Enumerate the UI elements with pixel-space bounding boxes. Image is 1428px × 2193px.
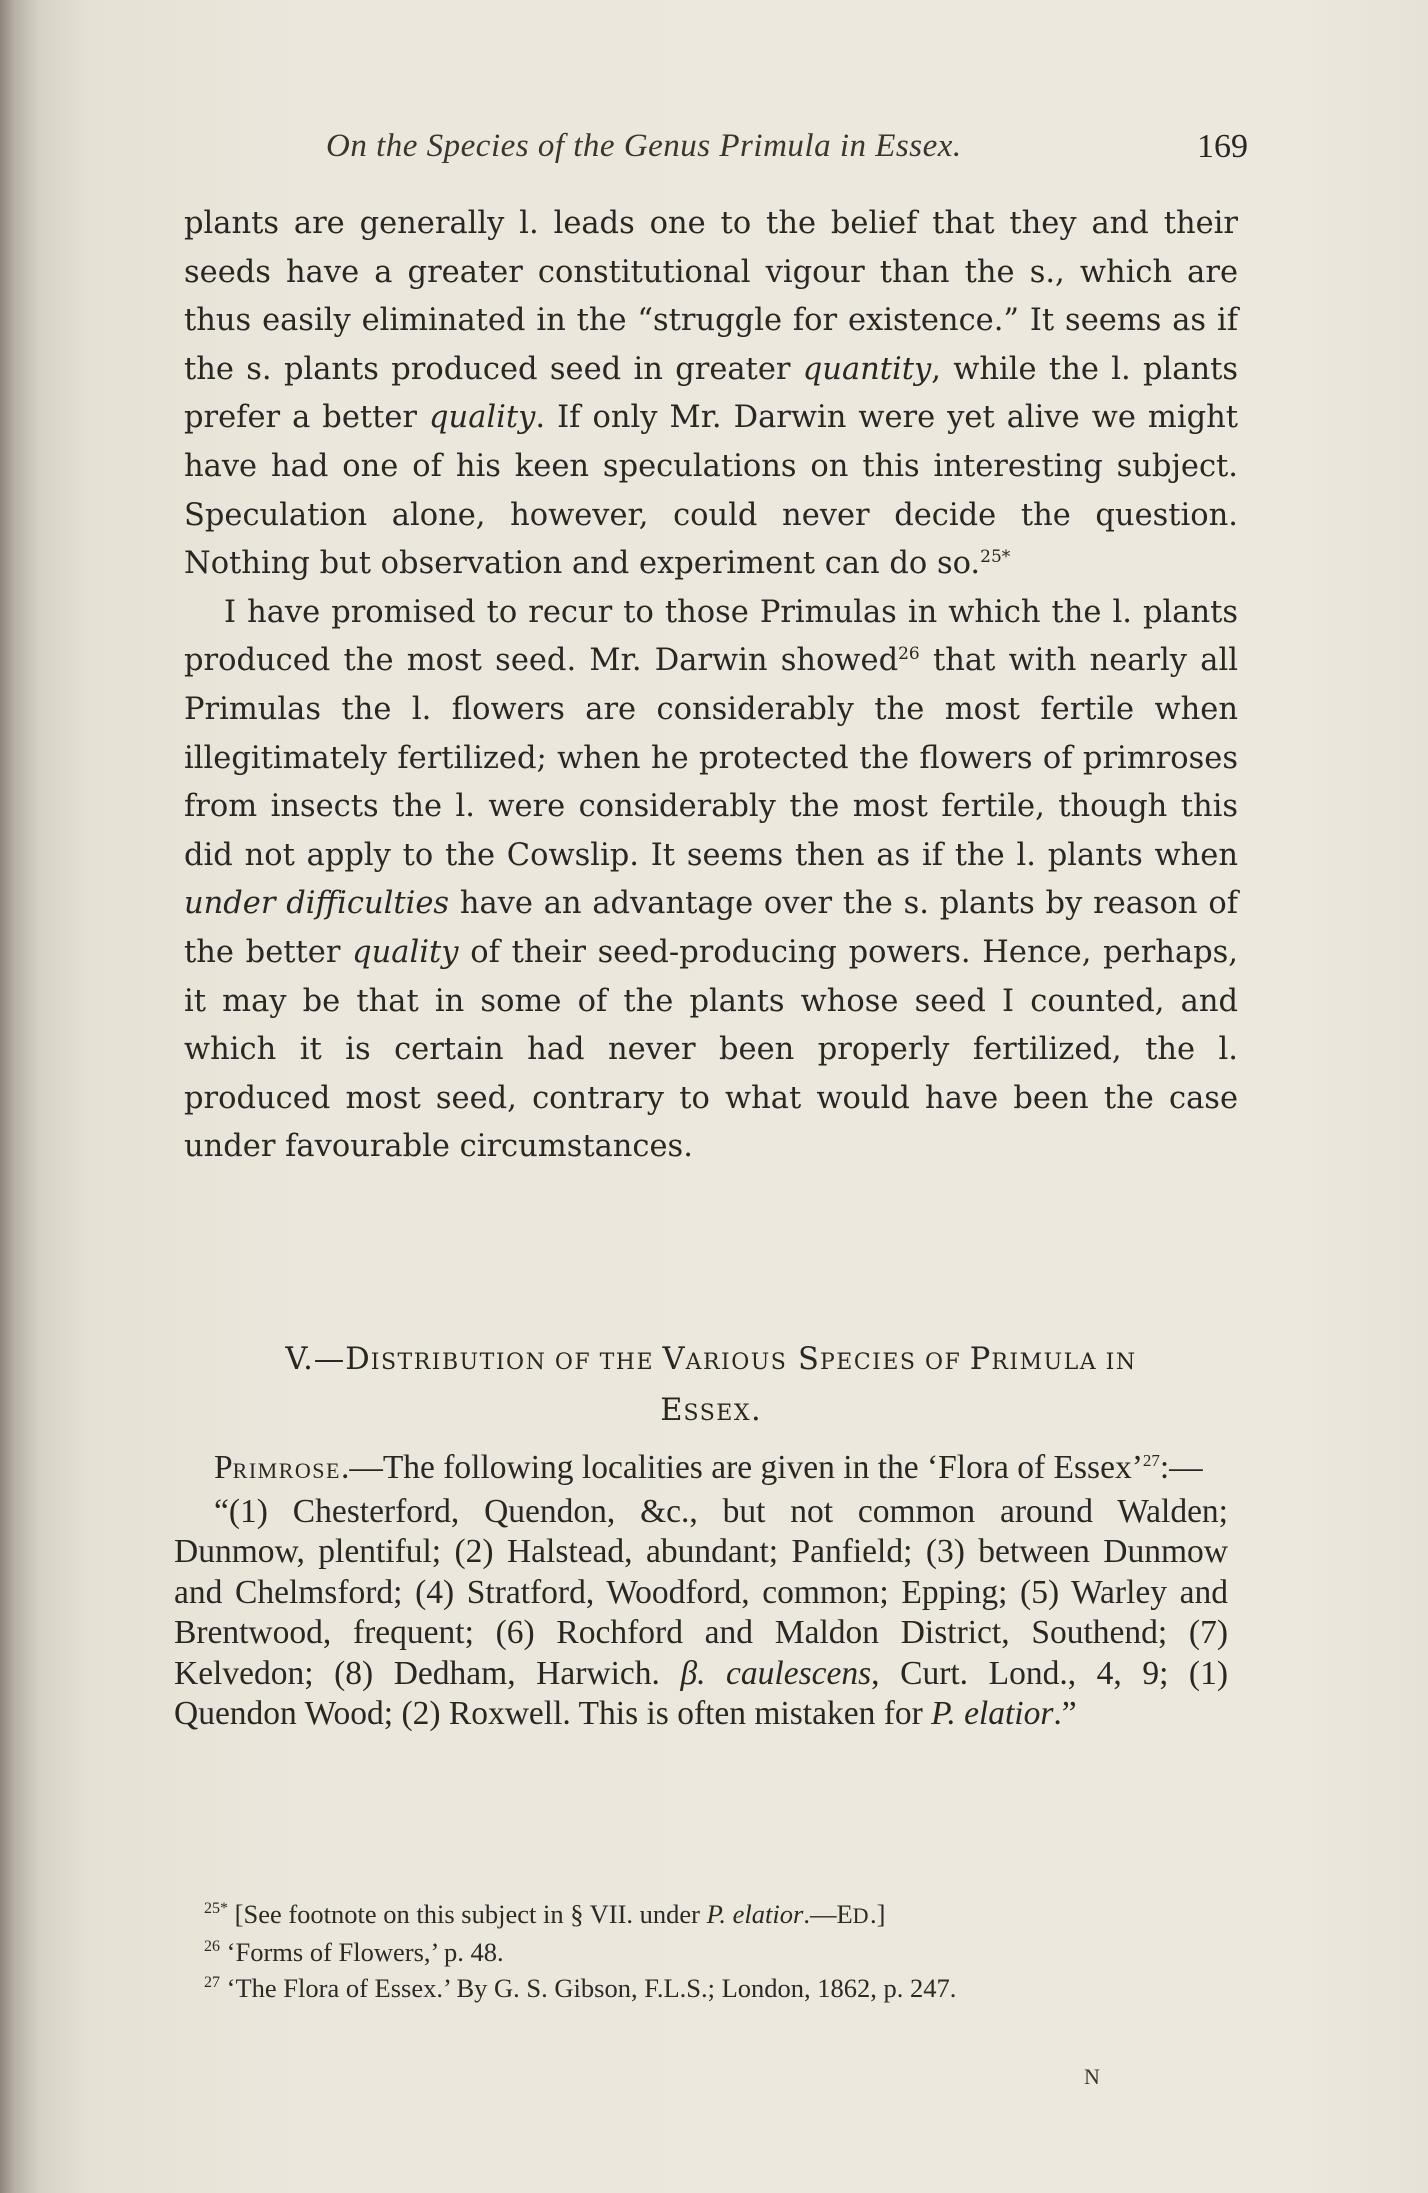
text-run: [See footnote on this subject in § VII. under	[228, 1899, 707, 1929]
footnote-number: 26	[204, 1938, 220, 1956]
footnotes	[174, 1896, 1228, 2006]
heading-run: IN	[1097, 1350, 1137, 1375]
text-run: , Curt. Lond., 4, 9; (1) Quendon Wood; (2) Roxwell. This is often mistaken for	[174, 1654, 1228, 1732]
heading-run: V	[662, 1342, 686, 1377]
italic-run: quality	[429, 400, 536, 436]
running-title: On the Species of the Genus Primula in Essex.	[326, 128, 962, 164]
italic-run: quantity	[802, 351, 932, 387]
footnote-number: 25*	[204, 1900, 228, 1918]
text-run: I have promised to recur to those Primulas in which the l. plants produced the most seed. Mr. Darwin showed	[184, 594, 1238, 679]
italic-run: P. elatior	[931, 1695, 1054, 1732]
primrose-quote	[174, 1492, 1228, 1735]
heading-run: PECIES	[819, 1350, 917, 1375]
footnote-27	[174, 1970, 1228, 2006]
italic-run: quality	[352, 934, 459, 970]
signature-mark: N	[1084, 2064, 1100, 2089]
text-run: P	[214, 1449, 233, 1486]
text-run: .—The following localities are given in the ‘Flora of Essex’	[340, 1449, 1143, 1486]
heading-run: ISTRIBUTION	[370, 1350, 547, 1375]
footnote-25	[174, 1896, 1228, 1934]
primrose-section	[174, 1448, 1228, 1735]
heading-run: E	[660, 1393, 684, 1428]
text-run: .—E	[803, 1899, 853, 1929]
text-run: . If only Mr. Darwin were yet alive we might have had one of his keen speculations on this interesting subject. Speculation alone, however, could never decide the question. Nothing but observation and experiment can do so.	[184, 400, 1238, 582]
text-run: :—	[1159, 1449, 1203, 1486]
heading-run: OF THE	[546, 1350, 663, 1375]
text-run: .”	[1053, 1695, 1077, 1732]
text-run: “(1) Chesterford, Quendon, &c., but not common around Walden; Dunmow, plentiful; (2) Halstead, abundant; Panfield; (3) between Dunmow and Chelmsford; (4) Stratford, Woodford, common; Epping; (5) Warley and Brentwood, frequent; (6) Rochford and Maldon District, Southend; (7) Kelvedon; (8) Dedham, Harwich.	[174, 1492, 1228, 1692]
italic-run: under difficulties	[184, 886, 450, 922]
italic-run: β. caulescens	[680, 1654, 872, 1692]
paragraph-second	[184, 589, 1238, 1172]
footnote-ref: 25*	[980, 547, 1011, 567]
text-run: have an advantage over the s. plants by reason of the better	[184, 886, 1238, 970]
paragraph-continued	[184, 200, 1238, 589]
heading-run: SSEX	[683, 1401, 752, 1426]
heading-run: P	[969, 1342, 992, 1377]
footnote-ref: 27	[1142, 1450, 1160, 1470]
heading-run: OF	[916, 1350, 970, 1375]
text-run: of their seed-producing powers. Hence, perhaps, it may be that in some of the plants whose seed I counted, and which it is certain had never been properly fertilized, the l. produced most seed, contrary to what would have been the case under favourable circumstances.	[184, 934, 1238, 1165]
heading-run: ARIOUS	[685, 1350, 788, 1375]
text-run: ‘Forms of Flowers,’ p. 48.	[220, 1937, 504, 1967]
italic-run: P. elatior	[706, 1899, 804, 1929]
heading-run: S	[787, 1342, 820, 1377]
heading-run: V.—D	[285, 1342, 371, 1377]
text-run: that with nearly all Primulas the l. flowers are considerably the most fertile when illegitimately fertilized; when he protected the flowers of primroses from insects the l. were considerably the most fertile, though this did not apply to the Cowslip. It seems then as if the l. plants when	[184, 643, 1238, 873]
text-run: .]	[870, 1899, 886, 1929]
page-number: 169	[1197, 128, 1248, 165]
footnote-ref: 26	[898, 644, 920, 665]
body-text	[184, 200, 1238, 1172]
footnote-number: 27	[204, 1974, 220, 1992]
footnote-26	[174, 1934, 1228, 1970]
text-run: , while the l. plants prefer a better	[184, 351, 1238, 436]
small-caps-run: D	[852, 1903, 871, 1928]
text-run: plants are generally l. leads one to the belief that they and their seeds have a greater constitutional vigour than the s., which are thus easily eliminated in the “struggle for existence.” It seems as if the s. plants produced seed in greater	[184, 206, 1238, 387]
page-header	[186, 128, 1248, 168]
section-heading	[184, 1336, 1238, 1438]
primrose-intro	[174, 1448, 1228, 1492]
text-run: ‘The Flora of Essex.’ By G. S. Gibson, F.L.S.; London, 1862, p. 247.	[220, 1973, 957, 2003]
heading-run: RIMULA	[991, 1350, 1098, 1375]
heading-run: .	[751, 1393, 762, 1428]
small-caps-run: RIMROSE	[232, 1458, 341, 1483]
